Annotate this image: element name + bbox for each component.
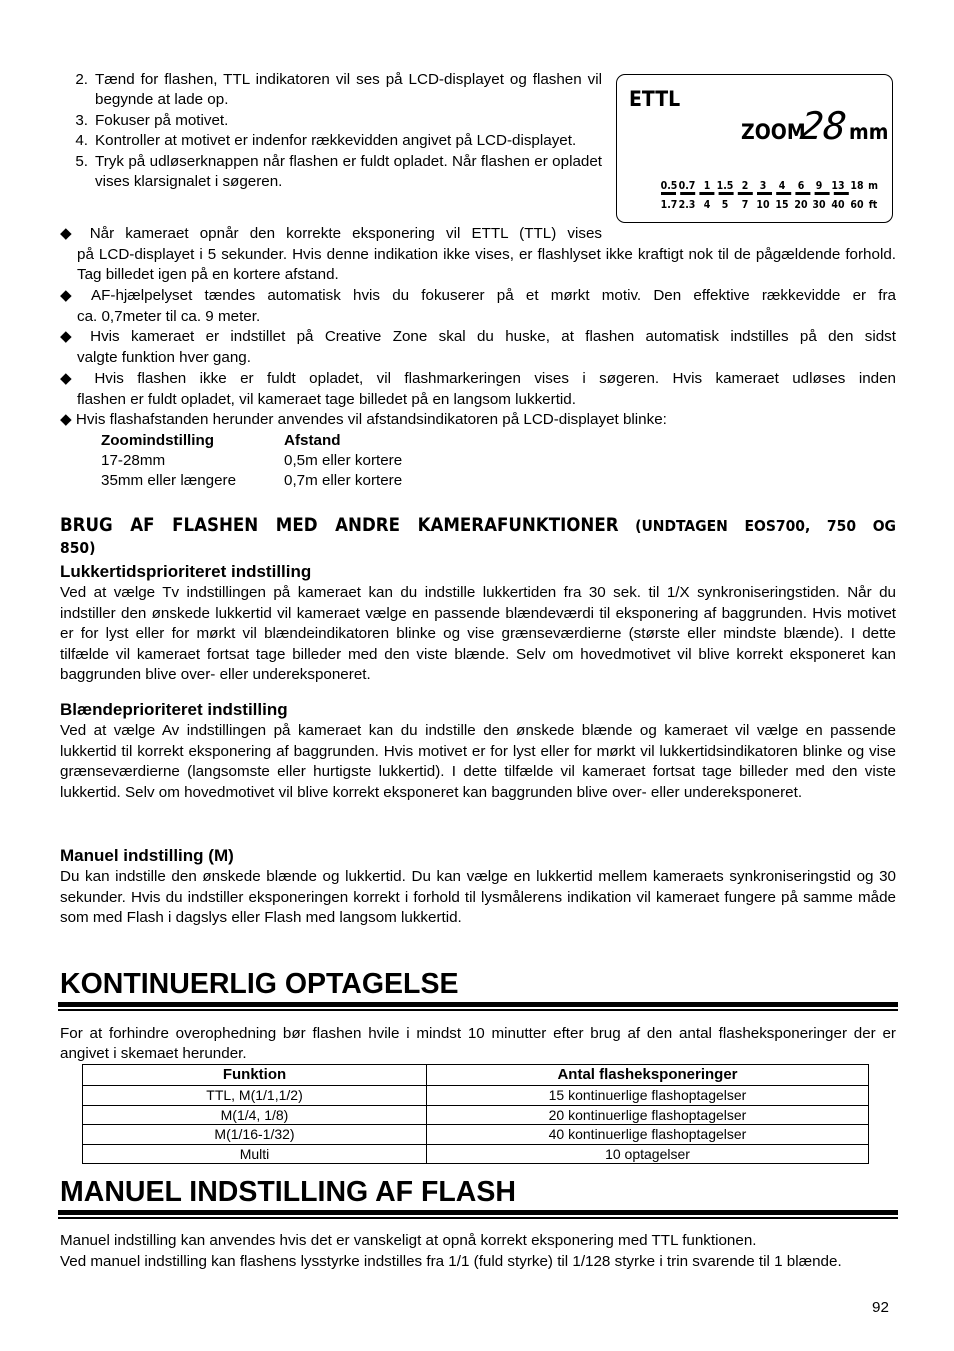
table-cell: M(1/4, 1/8) — [83, 1105, 427, 1125]
continuous-intro: For at forhindre overophedning bør flashen hvile i mindst 10 minutter efter brug af den antal flasheksponeringer der er angivet i skemaet herunder. — [60, 1025, 896, 1062]
bullet-first-line: ◆ Hvis kameraet er indstillet på Creative Zone skal du huske, at flashen automatisk indstilles på den sidst — [60, 328, 896, 345]
continuous-title: KONTINUERLIG OPTAGELSE — [60, 968, 459, 1000]
step-number: 4. — [75, 132, 88, 150]
lcd-scale-feet-label: 1.7 — [660, 199, 678, 211]
lcd-scale-feet-label: 30 — [812, 199, 826, 211]
step-number: 2. — [75, 71, 88, 88]
lcd-scale-meter-label: 6 — [797, 180, 805, 192]
table-header-row — [83, 1065, 869, 1086]
lcd-scale-meter-label: 0.7 — [678, 180, 696, 192]
bullet-first-line: ◆ Når kameraet opnår den korrekte eksponering vil ETTL (TTL) vises — [60, 225, 602, 242]
lcd-scale-meter-label: 0.5 — [660, 180, 678, 192]
step-item — [60, 70, 602, 111]
zoom-table-header-zoom: Zoomindstilling — [101, 432, 215, 449]
section-title-paren-cont: 850) — [60, 539, 96, 557]
lcd-scale-meter-label: 9 — [815, 180, 823, 192]
step-item — [60, 152, 602, 193]
bullet-item — [60, 286, 896, 327]
table-row — [83, 1086, 869, 1106]
lcd-scale-meter-label: 18 — [850, 180, 864, 192]
lcd-scale-bar — [834, 192, 849, 195]
lcd-display — [616, 74, 893, 223]
bullet-first-line: ◆ Hvis flashafstanden herunder anvendes vil afstandsindikatoren på LCD-displayet blinke: — [60, 411, 667, 428]
lcd-scale-feet-label: 4 — [703, 199, 711, 211]
bullet-rest: ca. 0,7meter til ca. 9 meter. — [77, 307, 261, 325]
table-cell: 10 optagelser — [427, 1144, 869, 1164]
title-rule — [58, 1217, 898, 1219]
title-rule — [58, 1009, 898, 1011]
zoom-table-cell: 0,5m eller kortere — [284, 452, 403, 469]
lcd-scale-bars — [661, 192, 849, 195]
table-cell: TTL, M(1/1,1/2) — [83, 1086, 427, 1106]
lcd-scale-meter-label: m — [868, 180, 878, 192]
lcd-scale-bar — [776, 192, 791, 195]
bullet-item — [60, 327, 896, 368]
table-header-cell: Antal flasheksponeringer — [427, 1065, 869, 1086]
lcd-scale-meter-label: 1.5 — [716, 180, 734, 192]
lcd-scale-meter-label: 13 — [831, 180, 845, 192]
lcd-scale-feet-label: 20 — [794, 199, 808, 211]
lcd-mode: ETTL — [629, 87, 681, 111]
lcd-scale-feet-label: 7 — [741, 199, 749, 211]
lcd-scale-feet-label: ft — [868, 199, 878, 211]
zoom-table-cell: 0,7m eller kortere — [284, 472, 403, 489]
table-row — [83, 1144, 869, 1164]
lcd-scale-bar — [738, 192, 753, 195]
lcd-zoom-label: ZOOM — [741, 120, 806, 144]
lcd-scale-meter-label: 2 — [741, 180, 749, 192]
step-number: 5. — [75, 152, 88, 170]
manual-flash-title: MANUEL INDSTILLING AF FLASH — [60, 1176, 516, 1208]
step-item — [60, 131, 602, 151]
lcd-scale-feet-label: 60 — [850, 199, 864, 211]
steps-list — [60, 70, 602, 192]
lcd-scale-feet — [661, 199, 878, 211]
tv-text: Ved at vælge Tv indstillingen på kameraet kan du indstille lukkertiden fra 30 sek. til 1/X synkroniseringstiden. Når du indstiller den ønskede lukkertid vil kameraet vælge en passende blændeværdi til eksponering af baggrunden. Hvis motivet er for lyst eller for mørkt vil blændeindikatoren blinke og vise grænseværdierne (største eller mindste blænde). I dette tilfælde vil kameraet fortsat tage billeder med den viste blænde. Selv om hovedmotivet vil blive korrekt eksponeret kan baggrunden blive over- eller undereksponeret. — [60, 584, 896, 684]
table-row — [83, 1105, 869, 1125]
step-text: Kontroller at motivet er indenfor rækkevidden angivet på LCD-displayet. — [95, 132, 577, 150]
lcd-scale-feet-label: 15 — [775, 199, 789, 211]
bullet-item — [60, 410, 896, 431]
table-cell: 20 kontinuerlige flashoptagelser — [427, 1105, 869, 1125]
table-cell: 40 kontinuerlige flashoptagelser — [427, 1125, 869, 1145]
continuous-table — [82, 1064, 869, 1164]
lcd-display-graphic — [617, 75, 892, 222]
lcd-zoom-value: 28 — [798, 104, 849, 148]
av-heading: Blændeprioriteret indstilling — [60, 700, 288, 719]
lcd-scale-meters — [661, 180, 878, 192]
table-header-cell: Funktion — [83, 1065, 427, 1086]
step-text: Tænd for flashen, TTL indikatoren vil ses på LCD-displayet og flashen vil begynde at lade op. — [95, 71, 602, 109]
lcd-scale-feet-label: 10 — [756, 199, 770, 211]
page-number: 92 — [872, 1299, 889, 1316]
table-row — [83, 1125, 869, 1145]
lcd-scale-meter-label: 4 — [778, 180, 786, 192]
bullet-first-line: ◆ AF-hjælpelyset tændes automatisk hvis du fokuserer på et mørkt motiv. Den effektive rækkevidde er fra — [60, 287, 896, 304]
section-title-main: BRUG AF FLASHEN MED ANDRE KAMERAFUNKTIONER — [60, 515, 619, 536]
manual-flash-line2: Ved manuel indstilling kan flashens lysstyrke indstilles fra 1/1 (fuld styrke) til 1/128 styrke i trin svarende til 1 blænde. — [60, 1253, 842, 1270]
zoom-table-cell: 35mm eller længere — [101, 472, 237, 489]
table-cell: 15 kontinuerlige flashoptagelser — [427, 1086, 869, 1106]
lcd-scale-bar — [795, 192, 810, 195]
title-rule — [58, 1210, 898, 1215]
bullet-rest: flashen er fuldt opladet, vil kameraet tage billedet på en langsom lukkertid. — [77, 390, 576, 408]
table-cell: Multi — [83, 1144, 427, 1164]
lcd-zoom-unit: mm — [849, 120, 889, 144]
zoom-table-header-distance: Afstand — [284, 432, 341, 449]
lcd-scale-meter-label: 1 — [703, 180, 711, 192]
manual-text: Du kan indstille den ønskede blænde og lukkertid. Du kan vælge en lukkertid mellem kameraets synkroniseringstid og 30 sekunder. Hvis du indstiller eksponeringen korrekt i forhold til lysmålerens indikation vil kameraet fungere på samme måde som med Flash i dagslys eller Flash med langsom lukkertid. — [60, 868, 896, 927]
lcd-scale-feet-label: 2.3 — [678, 199, 696, 211]
lcd-scale-bar — [680, 192, 695, 195]
step-number: 3. — [75, 111, 88, 129]
bullet-first-line: ◆ Hvis flashen ikke er fuldt opladet, vil flashmarkeringen vises i søgeren. Hvis kameraet udløses inden — [60, 370, 896, 387]
bullet-rest: valgte funktion hver gang. — [77, 348, 251, 366]
table-cell: M(1/16-1/32) — [83, 1125, 427, 1145]
manual-flash-line1: Manuel indstilling kan anvendes hvis det er vanskeligt at opnå korrekt eksponering med TTL funktionen. — [60, 1232, 757, 1249]
av-text: Ved at vælge Av indstillingen på kameraet kan du indstille den ønskede blænde og kameraet vil vælge en passende lukkertid til korrekt eksponering af baggrunden. Hvis motivet er for lyst eller for mørkt vil lukkertidsindikatoren blinke og vise grænseværdierne (langsomste eller hurtigste lukkertid). I dette tilfælde vil kameraet fortsat tage billeder med den viste lukkertid. Selv om hovedmotivet vil blive korrekt eksponeret kan baggrunden blive over- eller undereksponeret. — [60, 722, 896, 801]
bullet-rest: på LCD-displayet i 5 sekunder. Hvis denne indikation ikke vises, er flashlyset ikke kraftigt nok til de pågældende forhold. Tag billedet igen på en kortere afstand. — [77, 245, 896, 284]
lcd-scale-feet-label: 5 — [721, 199, 729, 211]
lcd-scale-bar — [719, 192, 734, 195]
title-rule — [58, 1002, 898, 1007]
lcd-scale-meter-label: 3 — [759, 180, 767, 192]
lcd-scale-bar — [699, 192, 714, 195]
lcd-scale-bar — [815, 192, 830, 195]
lcd-scale-bar — [661, 192, 676, 195]
step-item — [60, 111, 602, 131]
bullet-item — [60, 369, 896, 410]
lcd-scale-feet-label: 40 — [831, 199, 845, 211]
manual-heading: Manuel indstilling (M) — [60, 846, 234, 865]
zoom-table-cell: 17-28mm — [101, 452, 166, 469]
step-text: Fokuser på motivet. — [95, 111, 229, 129]
lcd-scale-bar — [757, 192, 772, 195]
bullet-item — [60, 224, 896, 286]
section-title-other-functions — [60, 513, 896, 539]
step-text: Tryk på udløserknappen når flashen er fuldt opladet. Når flashen er opladet vises klarsignalet i søgeren. — [95, 152, 602, 191]
section-title-paren: (UNDTAGEN EOS700, 750 OG — [635, 517, 896, 535]
tv-heading: Lukkertidsprioriteret indstilling — [60, 562, 312, 581]
